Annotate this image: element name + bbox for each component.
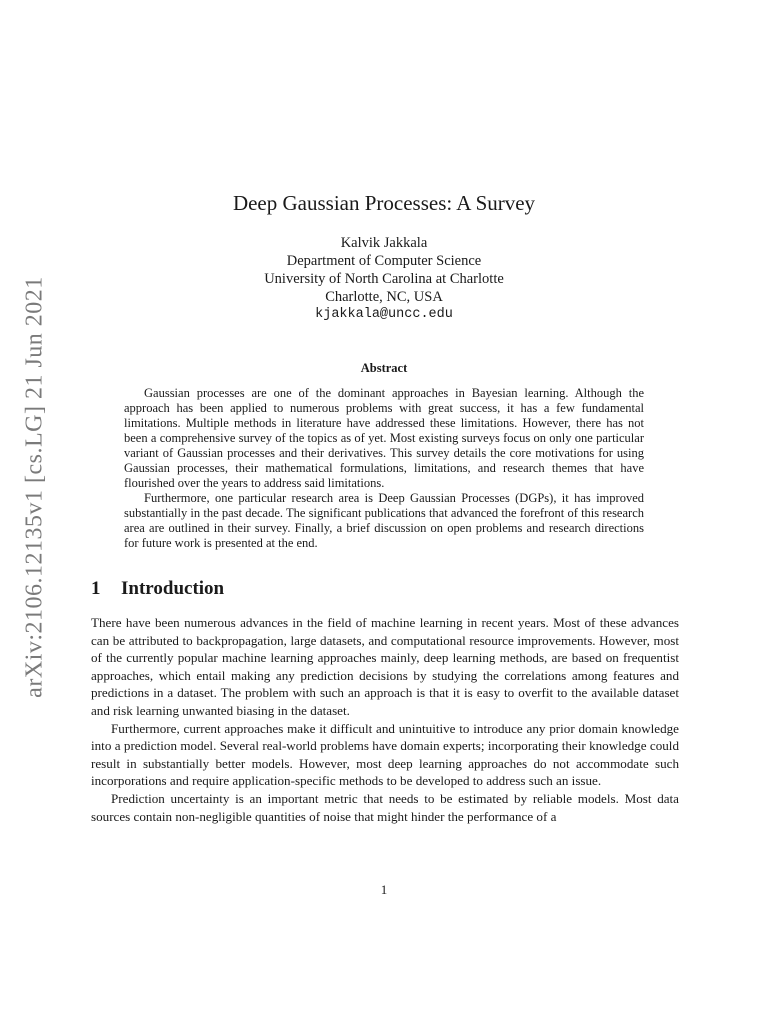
abstract-paragraph: Gaussian processes are one of the dominant approaches in Bayesian learning. Although the approach has been applied to numerous problems with great success, it has a few fundamental limitations. Multiple methods in literature have addressed these limitations. However, there has not been a comprehensive survey of the topics as of yet. Most existing surveys focus on only one particular variant of Gaussian processes and their derivatives. This survey details the core motivations for using Gaussian processes, their mathematical formulations, limitations, and research themes that have flourished over the years to address said limitations. [124, 386, 644, 490]
section-body [91, 614, 679, 825]
section-title: Introduction [121, 578, 225, 599]
page-number: 1 [380, 882, 388, 897]
author-university: University of North Carolina at Charlotte [264, 271, 504, 287]
abstract-body [124, 386, 644, 551]
section-heading [91, 578, 224, 600]
author-name: Kalvik Jakkala [340, 235, 428, 251]
author-department: Department of Computer Science [286, 253, 482, 269]
paper-title: Deep Gaussian Processes: A Survey [232, 191, 536, 215]
section-number: 1 [91, 578, 101, 599]
body-paragraph: There have been numerous advances in the field of machine learning in recent years. Most of these advances can be attributed to backpropagation, large datasets, and computational resource improvements. However, most of the currently popular machine learning approaches mainly, deep learning methods, are based on frequentist approaches, which entail making any prediction decisions by studying the correlations among features and predictions in a dataset. The problem with such an approach is that it is easy to overfit to the available dataset and risk learning unwanted biasing in the dataset. [91, 615, 679, 718]
arxiv-identifier-text: arXiv:2106.12135v1 [cs.LG] 21 Jun 2021 [21, 276, 48, 698]
abstract-paragraph: Furthermore, one particular research area is Deep Gaussian Processes (DGPs), it has improved substantially in the past decade. The significant publications that advanced the forefront of this research area are outlined in their survey. Finally, a brief discussion on open problems and research directions for future work is presented at the end. [124, 491, 644, 550]
arxiv-identifier-stamp [0, 0, 52, 1024]
body-paragraph: Furthermore, current approaches make it difficult and unintuitive to introduce any prior domain knowledge into a prediction model. Several real-world problems have domain experts; incorporating their knowledge could result in substantially better models. However, most deep learning approaches do not accommodate such incorporations and require application-specific methods to be developed to address such an issue. [91, 720, 679, 789]
abstract-heading: Abstract [360, 361, 408, 375]
author-location: Charlotte, NC, USA [325, 289, 443, 305]
body-paragraph: Prediction uncertainty is an important metric that needs to be estimated by reliable models. Most data sources contain non-negligible quantities of noise that might hinder the performance of a [91, 790, 679, 824]
author-email: kjakkala@uncc.edu [315, 307, 453, 322]
author-block [0, 234, 768, 324]
